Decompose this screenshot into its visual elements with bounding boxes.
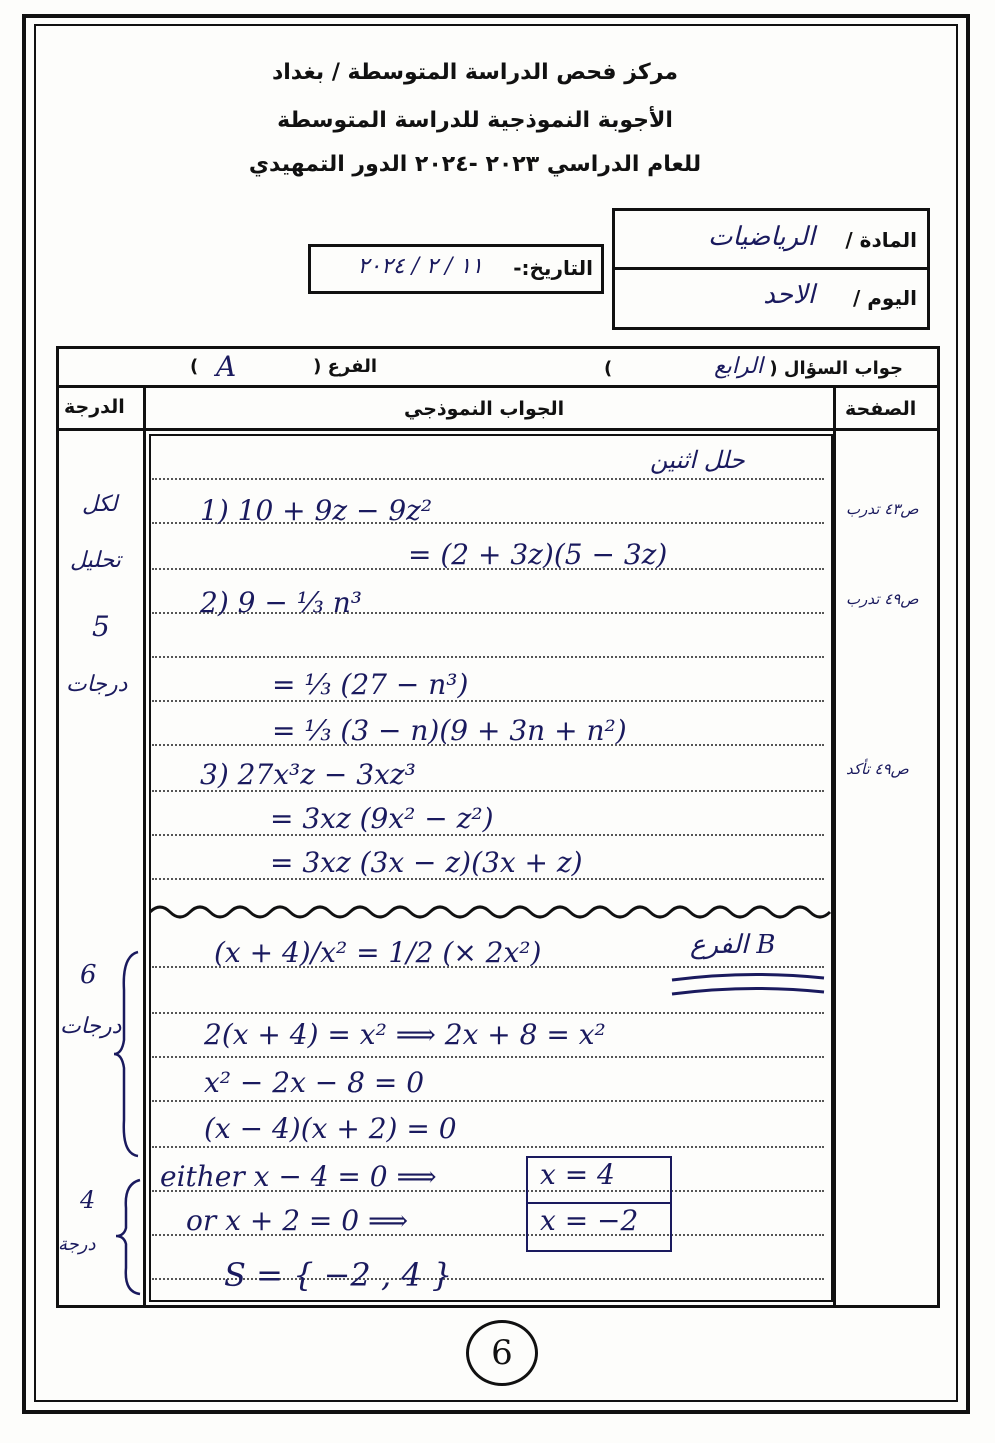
page-number: 6 (466, 1320, 538, 1386)
section-b-title: الفرع B (690, 930, 776, 960)
section-a-title: حلل اثنين (650, 446, 745, 474)
page-ref: ص٤٣ تدرب (846, 500, 919, 518)
header-line-3: للعام الدراسي ٢٠٢٣ -٢٠٢٤ الدور التمهيدي (248, 152, 702, 177)
branch-label: الفرع ( (313, 356, 377, 377)
page-column-rule (833, 388, 836, 1308)
section-a-line: = ⅓ (3 − n)(9 + 3n + n²) (272, 714, 627, 747)
section-a-line: 2) 9 − ⅓ n³ (200, 586, 363, 619)
section-b-line: (x − 4)(x + 2) = 0 (204, 1112, 457, 1145)
section-a-grade: درجات (66, 672, 128, 697)
day-value: الاحد (763, 280, 815, 310)
section-b-grade-2: درجة (58, 1234, 96, 1255)
day-label: اليوم / (853, 286, 917, 310)
grade-brace-1 (112, 950, 142, 1158)
answer-close: ) (604, 358, 613, 379)
page-ref: ص٤٩ تأكد (846, 760, 909, 778)
section-b-grade-1: 6 (80, 960, 97, 990)
header-line-2: الأجوبة النموذجية للدراسة المتوسطة (277, 108, 673, 133)
column-model-answer: الجواب النموذجي (404, 398, 565, 420)
subject-label: المادة / (845, 228, 917, 252)
section-a-line: = ⅓ (27 − n³) (272, 668, 469, 701)
section-b-grade-2: 4 (80, 1186, 96, 1214)
answer-value: الرابع (714, 354, 763, 379)
page-ref: ص٤٩ تدرب (846, 590, 919, 608)
section-b-line: S = { −2 , 4 } (224, 1256, 453, 1294)
section-a-line: 3) 27x³z − 3xz³ (200, 758, 416, 791)
subject-value: الرياضيات (708, 222, 815, 252)
section-b-line: either x − 4 = 0 ⟹ (160, 1160, 437, 1193)
section-a-grade: لكل (82, 492, 118, 517)
date-label: التاريخ:- (513, 256, 593, 280)
grade-brace-2 (114, 1178, 144, 1296)
header-line-1: مركز فحص الدراسة المتوسطة / بغداد (271, 60, 679, 85)
result-value: x = −2 (540, 1204, 639, 1237)
date-value: ١١ / ٢ / ٢٠٢٤ (357, 254, 483, 279)
section-b-line: 2(x + 4) = x² ⟹ 2x + 8 = x² (204, 1018, 606, 1051)
column-page: الصفحة (845, 398, 917, 420)
result-value: x = 4 (540, 1158, 615, 1191)
section-a-line: 1) 10 + 9z − 9z² (200, 494, 433, 527)
grade-column-rule (143, 388, 146, 1308)
branch-close: ) (190, 356, 199, 377)
section-a-grade: 5 (92, 610, 110, 643)
section-b-title-underline (668, 970, 828, 1000)
section-a-line: = 3xz (3x − z)(3x + z) (270, 846, 583, 879)
answer-label: جواب السؤال ( (769, 358, 903, 379)
section-b-grade-1: درجات (60, 1014, 122, 1039)
branch-value: A (216, 350, 237, 383)
column-grade: الدرجة (64, 396, 125, 418)
section-a-line: = (2 + 3z)(5 − 3z) (408, 538, 668, 571)
section-b-line: (x + 4)/x² = 1/2 (× 2x²) (214, 936, 542, 969)
section-b-line: x² − 2x − 8 = 0 (204, 1066, 425, 1099)
section-a-grade: تحليل (70, 548, 121, 573)
section-b-line: or x + 2 = 0 ⟹ (186, 1204, 409, 1237)
table-header-rule (56, 428, 940, 431)
section-divider (150, 900, 832, 924)
section-a-line: = 3xz (9x² − z²) (270, 802, 494, 835)
